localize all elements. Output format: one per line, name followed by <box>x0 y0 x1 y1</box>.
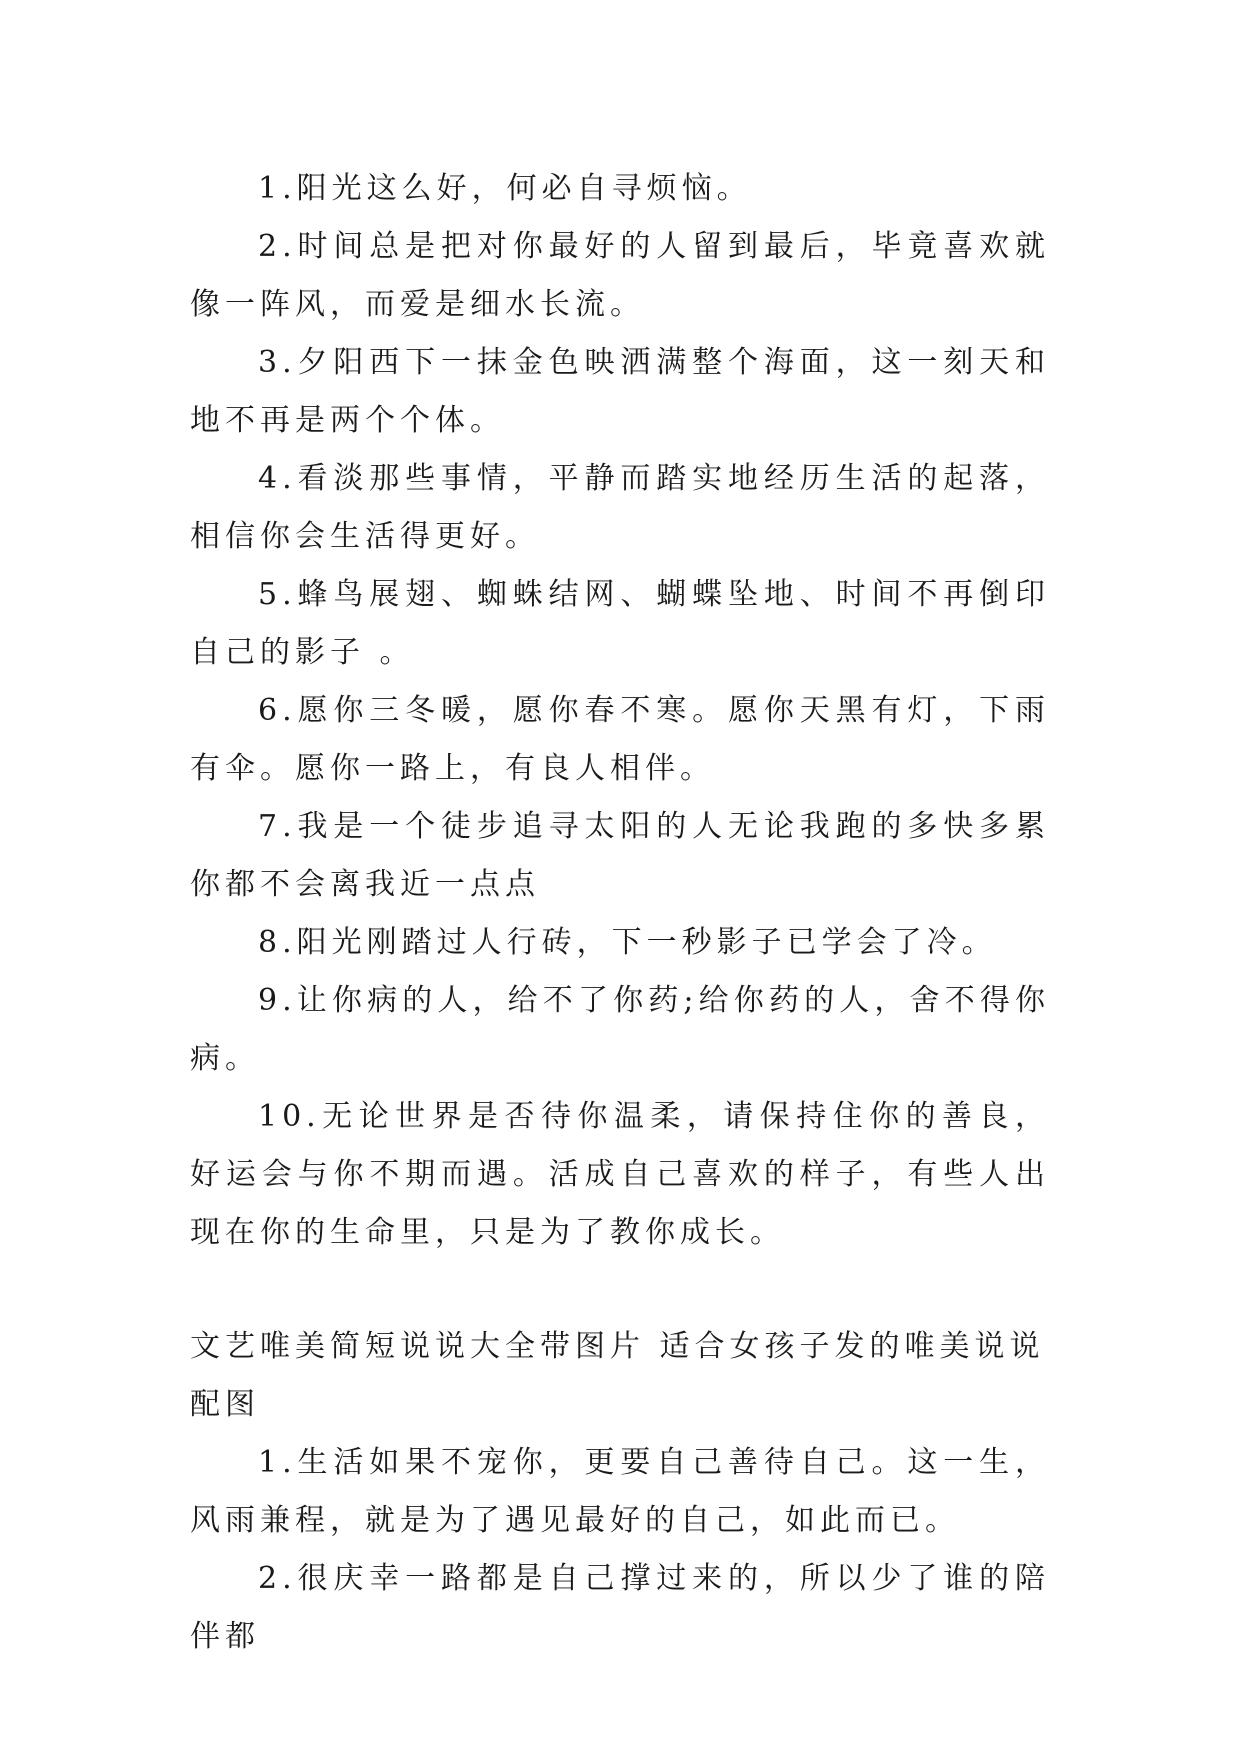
quote-item-4: 4.看淡那些事情，平静而踏实地经历生活的起落，相信你会生活得更好。 <box>190 461 1050 554</box>
section2-item-1: 1.生活如果不宠你，更要自己善待自己。这一生，风雨兼程，就是为了遇见最好的自己，如此而已。 <box>190 1445 1050 1538</box>
quote-item-8: 8.阳光刚踏过人行砖，下一秒影子已学会了冷。 <box>258 925 997 960</box>
quote-item-1: 1.阳光这么好，何必自寻烦恼。 <box>258 171 752 206</box>
quote-item-6: 6.愿你三冬暖，愿你春不寒。愿你天黑有灯，下雨有伞。愿你一路上，有良人相伴。 <box>190 693 1050 786</box>
quote-item-7: 7.我是一个徒步追寻太阳的人无论我跑的多快多累你都不会离我近一点点 <box>190 809 1050 902</box>
quote-item-2: 2.时间总是把对你最好的人留到最后，毕竟喜欢就像一阵风，而爱是细水长流。 <box>190 229 1050 322</box>
section-heading: 文艺唯美简短说说大全带图片 适合女孩子发的唯美说说配图 <box>190 1329 1045 1422</box>
quote-item-3: 3.夕阳西下一抹金色映洒满整个海面，这一刻天和地不再是两个个体。 <box>190 345 1050 438</box>
quote-item-10: 10.无论世界是否待你温柔，请保持住你的善良，好运会与你不期而遇。活成自己喜欢的样子，有些人出现在你的生命里，只是为了教你成长。 <box>190 1099 1050 1250</box>
document-page <box>190 160 1050 1666</box>
section2-item-2: 2.很庆幸一路都是自己撑过来的，所以少了谁的陪伴都 <box>190 1561 1050 1654</box>
quote-item-9: 9.让你病的人，给不了你药;给你药的人，舍不得你病。 <box>190 983 1050 1076</box>
quote-item-5: 5.蜂鸟展翅、蜘蛛结网、蝴蝶坠地、时间不再倒印自己的影子 。 <box>190 577 1050 670</box>
